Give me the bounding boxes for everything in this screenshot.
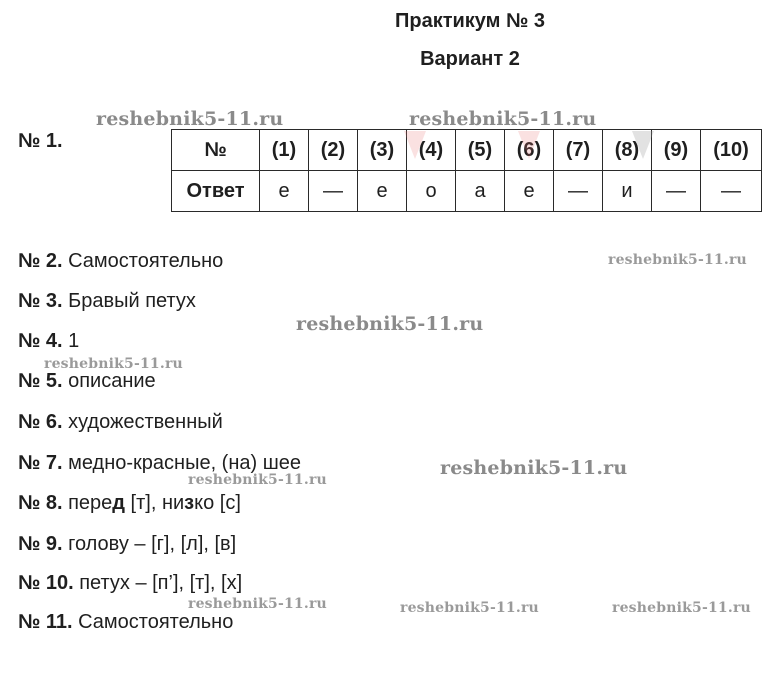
list-item: № 3. Бравый петух xyxy=(18,290,196,312)
table-cell: (6) xyxy=(505,130,554,171)
page-title: Практикум № 3 xyxy=(394,10,545,32)
table-cell: (9) xyxy=(652,130,701,171)
list-item: № 6. художественный xyxy=(18,411,223,433)
list-item: № 5. описание xyxy=(18,370,156,392)
table-cell: — xyxy=(309,171,358,212)
table-cell: (3) xyxy=(358,130,407,171)
table-header-row xyxy=(172,130,762,171)
stamp-mark xyxy=(632,131,654,159)
stamp-mark xyxy=(404,131,426,159)
list-item: № 9. голову – [г], [л], [в] xyxy=(18,533,237,555)
list-item: № 8. перед [т], низко [с] xyxy=(18,492,241,514)
task-1-label: № 1. xyxy=(18,130,63,152)
table-cell: Ответ xyxy=(172,171,260,212)
table-cell: е xyxy=(358,171,407,212)
watermark: reshebnik5-11.ru xyxy=(409,108,597,130)
list-item: № 10. петух – [п’], [т], [х] xyxy=(18,572,243,594)
table-cell: (4) xyxy=(407,130,456,171)
variant-title: Вариант 2 xyxy=(420,48,520,70)
table-cell: (7) xyxy=(554,130,603,171)
table-cell: (5) xyxy=(456,130,505,171)
list-item: № 7. медно-красные, (на) шее xyxy=(18,452,302,474)
table-answer-row xyxy=(172,171,762,212)
list-item: № 11. Самостоятельно xyxy=(18,611,234,633)
watermark: reshebnik5-11.ru xyxy=(400,600,539,616)
watermark: reshebnik5-11.ru xyxy=(608,252,747,268)
table-cell: о xyxy=(407,171,456,212)
table-cell: — xyxy=(701,171,762,212)
watermark: reshebnik5-11.ru xyxy=(96,108,284,130)
table-cell: — xyxy=(554,171,603,212)
table-cell: (10) xyxy=(701,130,762,171)
table-cell: № xyxy=(172,130,260,171)
watermark: reshebnik5-11.ru xyxy=(188,596,327,612)
watermark: reshebnik5-11.ru xyxy=(612,600,751,616)
table-cell: а xyxy=(456,171,505,212)
list-item: № 2. Самостоятельно xyxy=(18,250,224,272)
table-cell: (2) xyxy=(309,130,358,171)
table-cell: (1) xyxy=(260,130,309,171)
table-cell: е xyxy=(505,171,554,212)
watermark: reshebnik5-11.ru xyxy=(296,313,484,335)
answer-table xyxy=(171,129,762,212)
table-cell: — xyxy=(652,171,701,212)
table-cell: (8) xyxy=(603,130,652,171)
watermark: reshebnik5-11.ru xyxy=(440,457,628,479)
stamp-mark xyxy=(518,131,540,159)
table-cell: е xyxy=(260,171,309,212)
table-cell: и xyxy=(603,171,652,212)
list-item: № 4. 1 xyxy=(18,330,80,352)
watermark: reshebnik5-11.ru xyxy=(44,356,183,372)
watermark: reshebnik5-11.ru xyxy=(188,472,327,488)
